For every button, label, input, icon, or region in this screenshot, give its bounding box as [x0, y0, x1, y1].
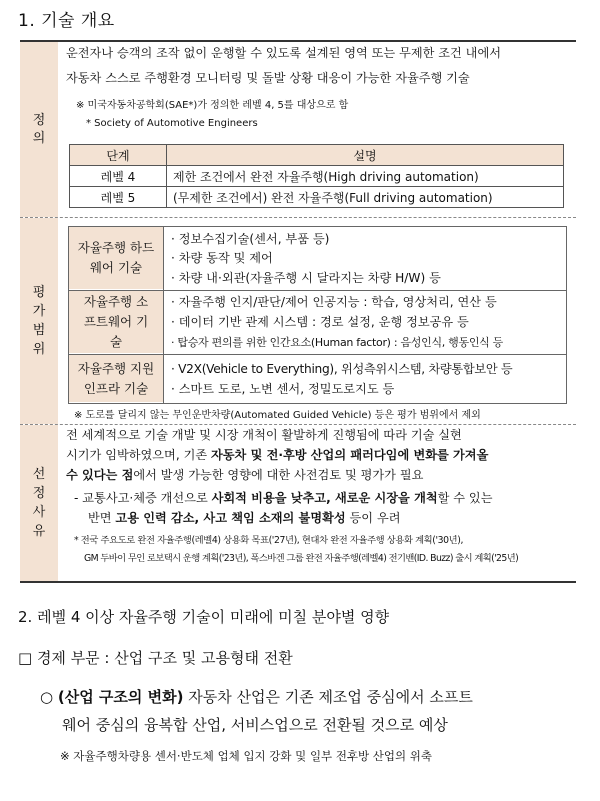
category-software: [69, 291, 163, 353]
table-row: [70, 187, 564, 208]
section-heading-economy: □ 경제 부문 : 산업 구조 및 고용형태 전환: [18, 649, 293, 667]
category-column-divider: [163, 227, 164, 403]
definition-line-1: 운전자나 승객의 조작 없이 운행할 수 있도록 설계된 영역 또는 무제한 조건 내에서: [66, 46, 502, 60]
overview-table: [20, 40, 576, 582]
reason-line-3b: 에서 발생 가능한 영향에 대한 사전검토 및 평가가 필요: [133, 468, 424, 482]
list-item: · 자율주행 인지/판단/제어 인공지능 : 학습, 영상처리, 연산 등: [171, 295, 497, 309]
level-header-desc: 설명: [167, 145, 564, 166]
list-item: · 정보수집기술(센서, 부품 등): [171, 232, 330, 246]
reason-line-2a: 시기: [66, 448, 90, 462]
reason-line-3a: 수 있다는 점: [66, 468, 134, 482]
definition-line-2-text: 자동차 스스로 주행환경 모니터링 및 돌발 상황 대응이 가능한 자율주행 기술: [66, 71, 470, 85]
category-hardware: [69, 227, 163, 289]
reason-bullet-1: [74, 489, 492, 506]
paragraph-line-1: [40, 686, 473, 707]
reason-label-cell: [20, 425, 58, 581]
paragraph-line-2: 웨어 중심의 융복합 산업, 서비스업으로 전환될 것으로 예상: [62, 716, 448, 734]
reason-bullet-1a: - 교통사고·체증 개선으로: [74, 491, 212, 505]
category-name: 자율주행 소프트웨어 기술: [83, 294, 149, 349]
definition-line-2: [66, 69, 470, 86]
list-item: · 차량 내·외관(자율주행 시 달라지는 차량 H/W) 등: [171, 271, 441, 285]
paragraph-bullet: ○: [40, 688, 58, 706]
scope-note: ※ 도로를 달리지 않는 무인운반차량(Automated Guided Vehicle) 등은 평가 범위에서 제외: [74, 410, 481, 421]
reason-line-3: [66, 466, 423, 483]
table-row: [70, 166, 564, 187]
reason-line-2: [66, 446, 488, 463]
definition-note-2: * Society of Automotive Engineers: [86, 118, 258, 129]
level-desc-cell: (무제한 조건에서) 완전 자율주행(Full driving automation): [167, 187, 564, 208]
reason-footnote-2: GM 두바이 무인 로보택시 운행 계획('23년), 폭스바겐 그룹 완전 자율주행(레벨4) 전기밴(ID. Buzz) 출시 계획('25년): [84, 553, 519, 564]
level-header-stage: 단계: [70, 145, 167, 166]
level-table-header: [70, 145, 564, 166]
definition-label: 정의: [32, 112, 46, 146]
list-item: · 탑승자 편의를 위한 인간요소(Human factor) : 음성인식, 행동인식 등: [171, 336, 503, 349]
table-bottom-border: [20, 581, 576, 583]
category-name: 자율주행 지원 인프라 기술: [77, 360, 155, 396]
definition-label-cell: [20, 42, 58, 217]
scope-categories-box: [68, 226, 567, 404]
category-infra: [69, 355, 163, 402]
reason-bullet-1c: 할 수 있는: [437, 491, 493, 505]
reason-bullet-2: [88, 509, 401, 526]
list-item: · 데이터 기반 관제 시스템 : 경로 설정, 운행 정보공유 등: [171, 315, 469, 329]
table-top-border: [20, 40, 576, 42]
reason-bullet-1b: 사회적 비용을 낮추고, 새로운 시장을 개척: [211, 491, 438, 505]
level-desc-cell: 제한 조건에서 완전 자율주행(High driving automation): [167, 166, 564, 187]
level-table: [69, 144, 564, 208]
reason-line-2b: 가 임박하였으며, 기존: [89, 448, 212, 462]
list-item: · V2X(Vehicle to Everything), 위성측위시스템, 차량통합보안 등: [171, 362, 513, 376]
reason-bullet-2b: 고용 인력 감소, 사고 책임 소재의 불명확성: [115, 511, 346, 525]
reason-line-1: 전 세계적으로 기술 개발 및 시장 개척이 활발하게 진행됨에 따라 기술 실현: [66, 428, 462, 442]
section-title-2: 2. 레벨 4 이상 자율주행 기술이 미래에 미칠 분야별 영향: [18, 608, 390, 626]
paragraph-line-1-text: 자동차 산업은 기존 제조업 중심에서 소프트: [183, 688, 473, 706]
level-cell: 레벨 5: [70, 187, 167, 208]
reason-footnote-1: * 전국 주요도로 완전 자율주행(레벨4) 상용화 목표('27년), 현대차 완전 자율주행 상용화 계획('30년),: [74, 535, 464, 546]
list-item: · 차량 동작 및 제어: [171, 251, 273, 265]
scope-label: 평가범위: [32, 285, 46, 357]
reason-bullet-2a: 반면: [88, 511, 116, 525]
reason-line-2c: 자동차 및 전·후방 산업의 패러다임에 변화를 가져올: [211, 448, 489, 462]
row-divider: [20, 217, 576, 218]
row-divider: [20, 424, 576, 425]
section-title-1: 1. 기술 개요: [18, 11, 115, 31]
scope-label-cell: [20, 218, 58, 424]
list-item: · 스마트 도로, 노변 센서, 정밀도로지도 등: [171, 382, 395, 396]
reason-bullet-2c: 등이 우려: [345, 511, 401, 525]
paragraph-topic: (산업 구조의 변화): [57, 688, 184, 706]
reason-label: 선정사유: [32, 467, 46, 539]
paragraph-note: ※ 자율주행차량용 센서·반도체 업체 입지 강화 및 일부 전후방 산업의 위축: [60, 749, 433, 763]
category-name: 자율주행 하드웨어 기술: [77, 240, 155, 275]
definition-note-1: ※ 미국자동차공학회(SAE*)가 정의한 레벨 4, 5를 대상으로 함: [76, 100, 349, 111]
level-cell: 레벨 4: [70, 166, 167, 187]
